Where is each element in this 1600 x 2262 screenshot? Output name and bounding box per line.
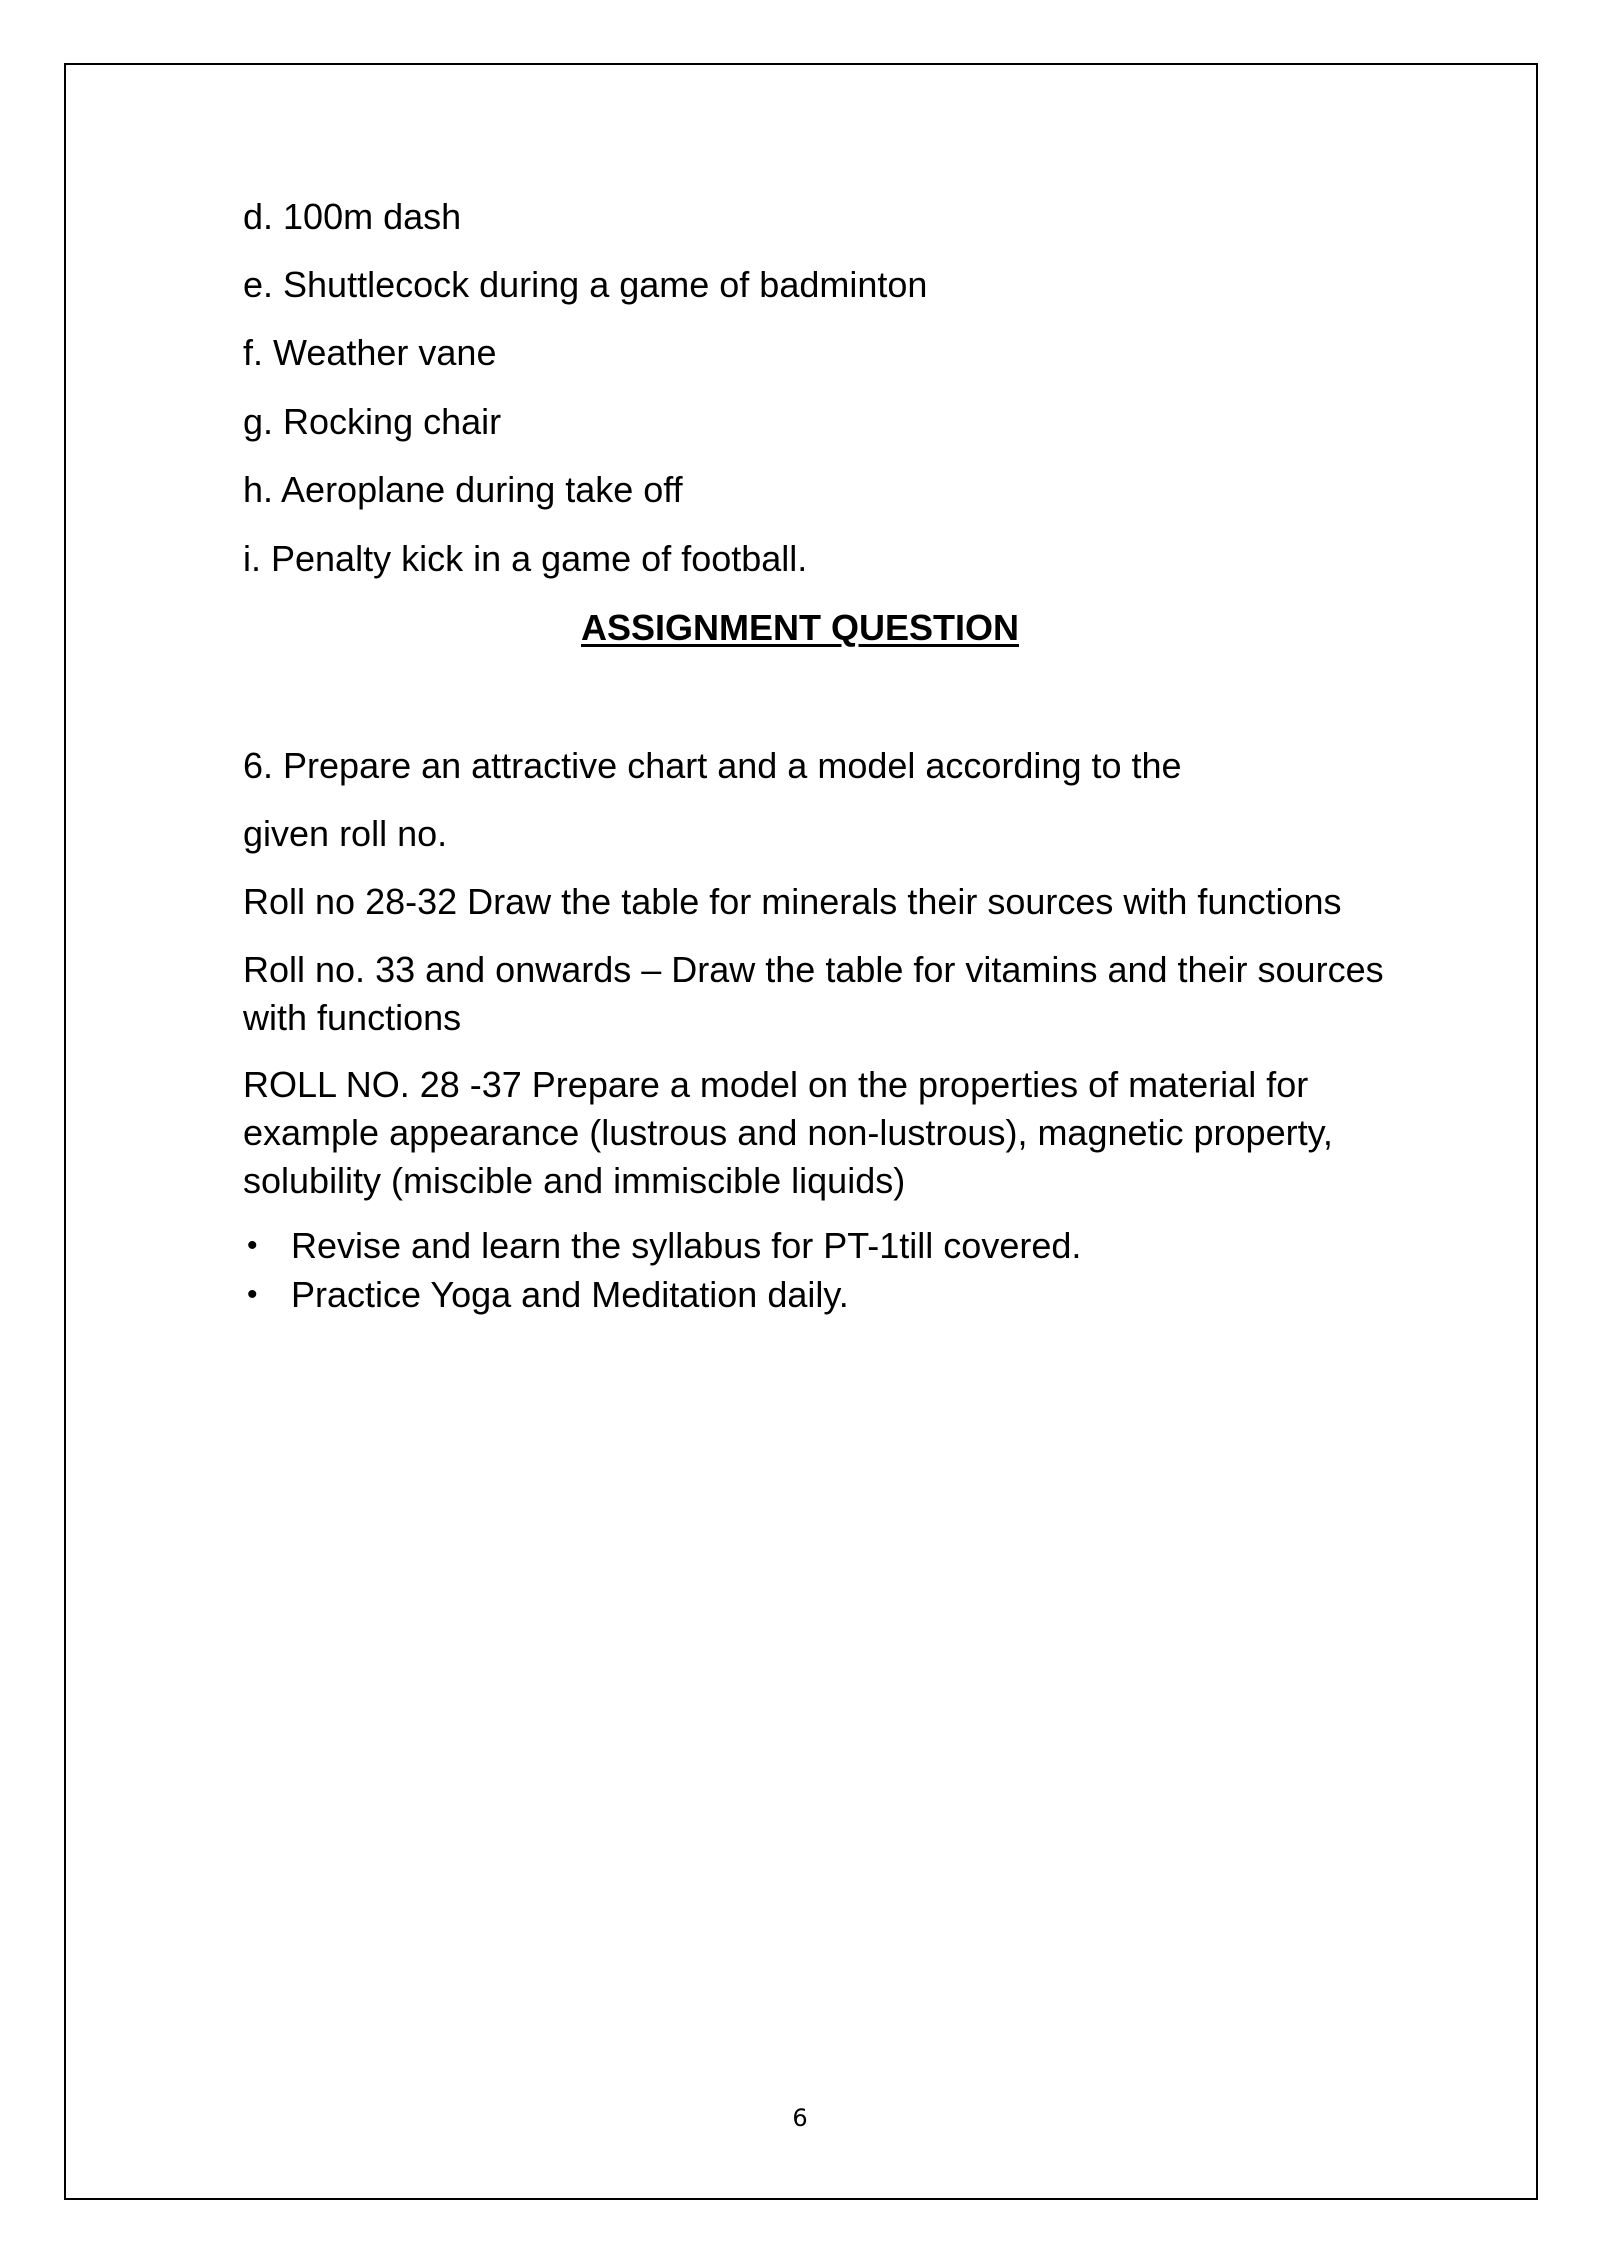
bullet-icon: • <box>247 1229 258 1262</box>
list-item-f: f. Weather vane <box>243 332 497 373</box>
roll-group-minerals: Roll no 28-32 Draw the table for minerals their sources with functions <box>243 881 1342 922</box>
bullet-text-revise: Revise and learn the syllabus for PT-1till covered. <box>291 1225 1082 1266</box>
list-item-h: h. Aeroplane during take off <box>243 469 683 510</box>
assignment-heading: ASSIGNMENT QUESTION <box>580 607 1020 648</box>
bullet-item-revise <box>243 1221 1081 1270</box>
bullet-text-yoga: Practice Yoga and Meditation daily. <box>291 1274 849 1315</box>
question-line-2: given roll no. <box>243 813 448 854</box>
bullet-list <box>243 1221 1081 1319</box>
page-number: 6 <box>792 2104 808 2132</box>
roll-group-vitamins: Roll no. 33 and onwards – Draw the table for vitamins and their sources with functions <box>243 949 1384 1038</box>
roll-group-model: ROLL NO. 28 -37 Prepare a model on the properties of material for example appearance (lustrous and non-lustrous), magnetic property, solubility (miscible and immiscible liquids) <box>243 1064 1333 1201</box>
list-item-e: e. Shuttlecock during a game of badminton <box>243 264 928 305</box>
list-item-i: i. Penalty kick in a game of football. <box>243 538 808 579</box>
bullet-icon: • <box>247 1278 258 1311</box>
bullet-item-yoga <box>243 1270 1081 1319</box>
list-item-g: g. Rocking chair <box>243 401 502 442</box>
question-line-1: 6. Prepare an attractive chart and a model according to the <box>243 745 1182 786</box>
list-item-d: d. 100m dash <box>243 196 462 237</box>
